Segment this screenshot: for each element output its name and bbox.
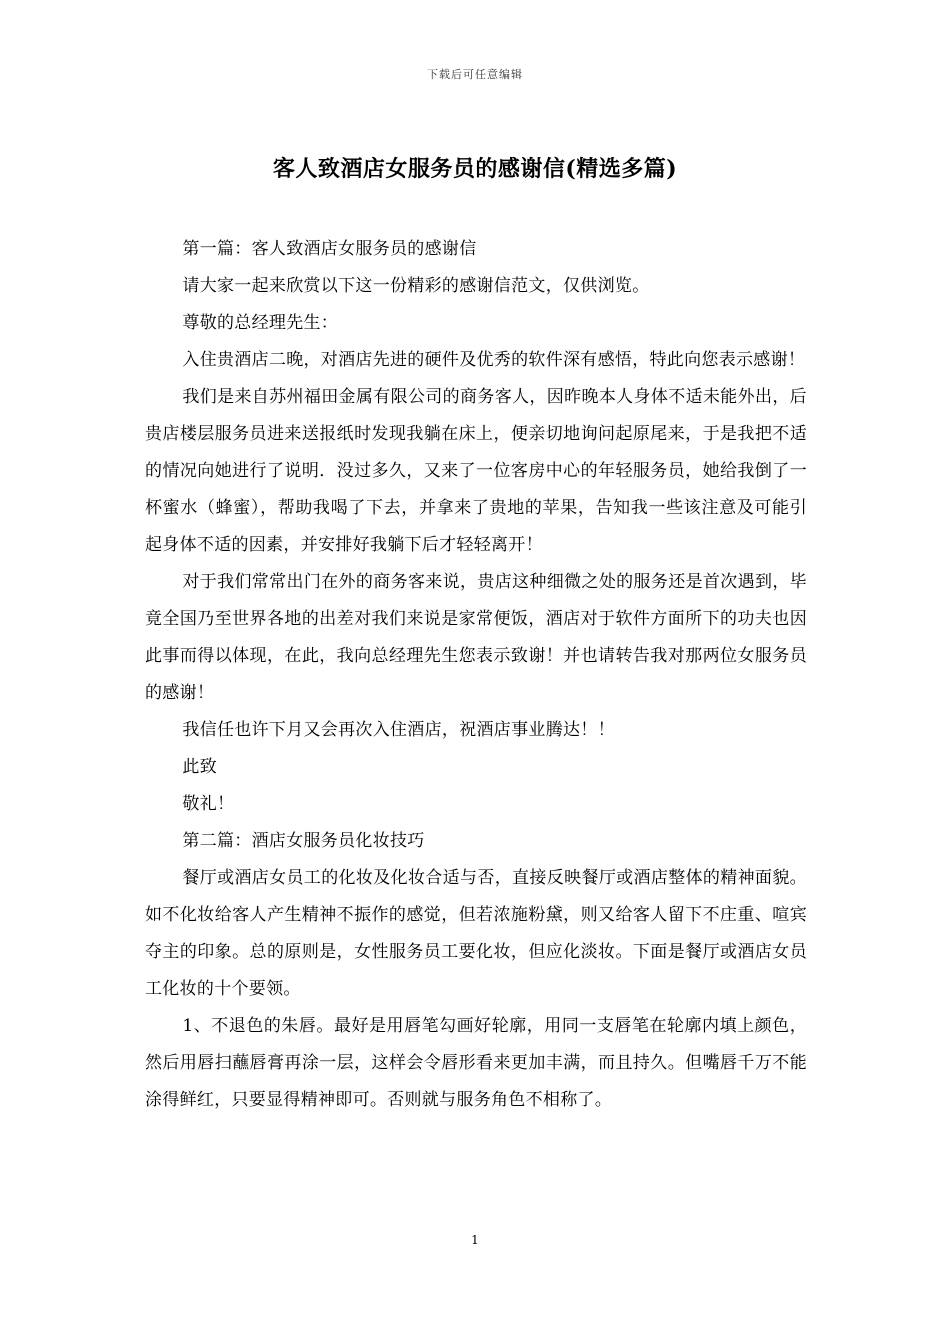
section-heading-1: 第一篇：客人致酒店女服务员的感谢信	[182, 239, 477, 259]
section-heading-2: 第二篇：酒店女服务员化妆技巧	[182, 831, 425, 851]
body-paragraph: 入住贵酒店二晚，对酒店先进的硬件及优秀的软件深有感悟，特此向您表示感谢！	[182, 350, 806, 370]
closing-line: 此致	[182, 757, 217, 777]
page-number: 1	[471, 1233, 479, 1247]
body-paragraph: 餐厅或酒店女员工的化妆及化妆合适与否，直接反映餐厅或酒店整体的精神面貌。如不化妆给客人产生精神不振作的感觉，但若浓施粉黛，则又给客人留下不庄重、喧宾夺主的印象。总的原则是，女性服务员工要化妆，但应化淡妆。下面是餐厅或酒店女员工化妆的十个要领。	[145, 868, 807, 999]
body-paragraph: 1、不退色的朱唇。最好是用唇笔勾画好轮廓，用同一支唇笔在轮廓内填上颜色，然后用唇扫蘸唇膏再涂一层，这样会令唇形看来更加丰满，而且持久。但嘴唇千万不能涂得鲜红，只要显得精神即可。否则就与服务角色不相称了。	[145, 1016, 807, 1110]
page-header-note: 下载后可任意编辑	[427, 68, 523, 81]
body-paragraph: 我信任也许下月又会再次入住酒店，祝酒店事业腾达！！	[182, 720, 615, 740]
body-paragraph: 对于我们常常出门在外的商务客来说，贵店这种细微之处的服务还是首次遇到，毕竟全国乃至世界各地的出差对我们来说是家常便饭，酒店对于软件方面所下的功夫也因此事而得以体现，在此，我向总经理先生您表示致谢！并也请转告我对那两位女服务员的感谢！	[145, 572, 807, 703]
document-body	[145, 231, 807, 1119]
document-title: 客人致酒店女服务员的感谢信(精选多篇)	[272, 156, 678, 182]
salutation: 尊敬的总经理先生：	[182, 313, 339, 333]
intro-paragraph: 请大家一起来欣赏以下这一份精彩的感谢信范文，仅供浏览。	[182, 276, 650, 296]
closing-line: 敬礼！	[182, 794, 235, 814]
body-paragraph: 我们是来自苏州福田金属有限公司的商务客人，因昨晚本人身体不适未能外出，后贵店楼层服务员进来送报纸时发现我躺在床上，便亲切地询问起原尾来，于是我把不适的情况向她进行了说明．没过多久，又来了一位客房中心的年轻服务员，她给我倒了一杯蜜水（蜂蜜），帮助我喝了下去，并拿来了贵地的苹果，告知我一些该注意及可能引起身体不适的因素，并安排好我躺下后才轻轻离开！	[145, 387, 807, 555]
